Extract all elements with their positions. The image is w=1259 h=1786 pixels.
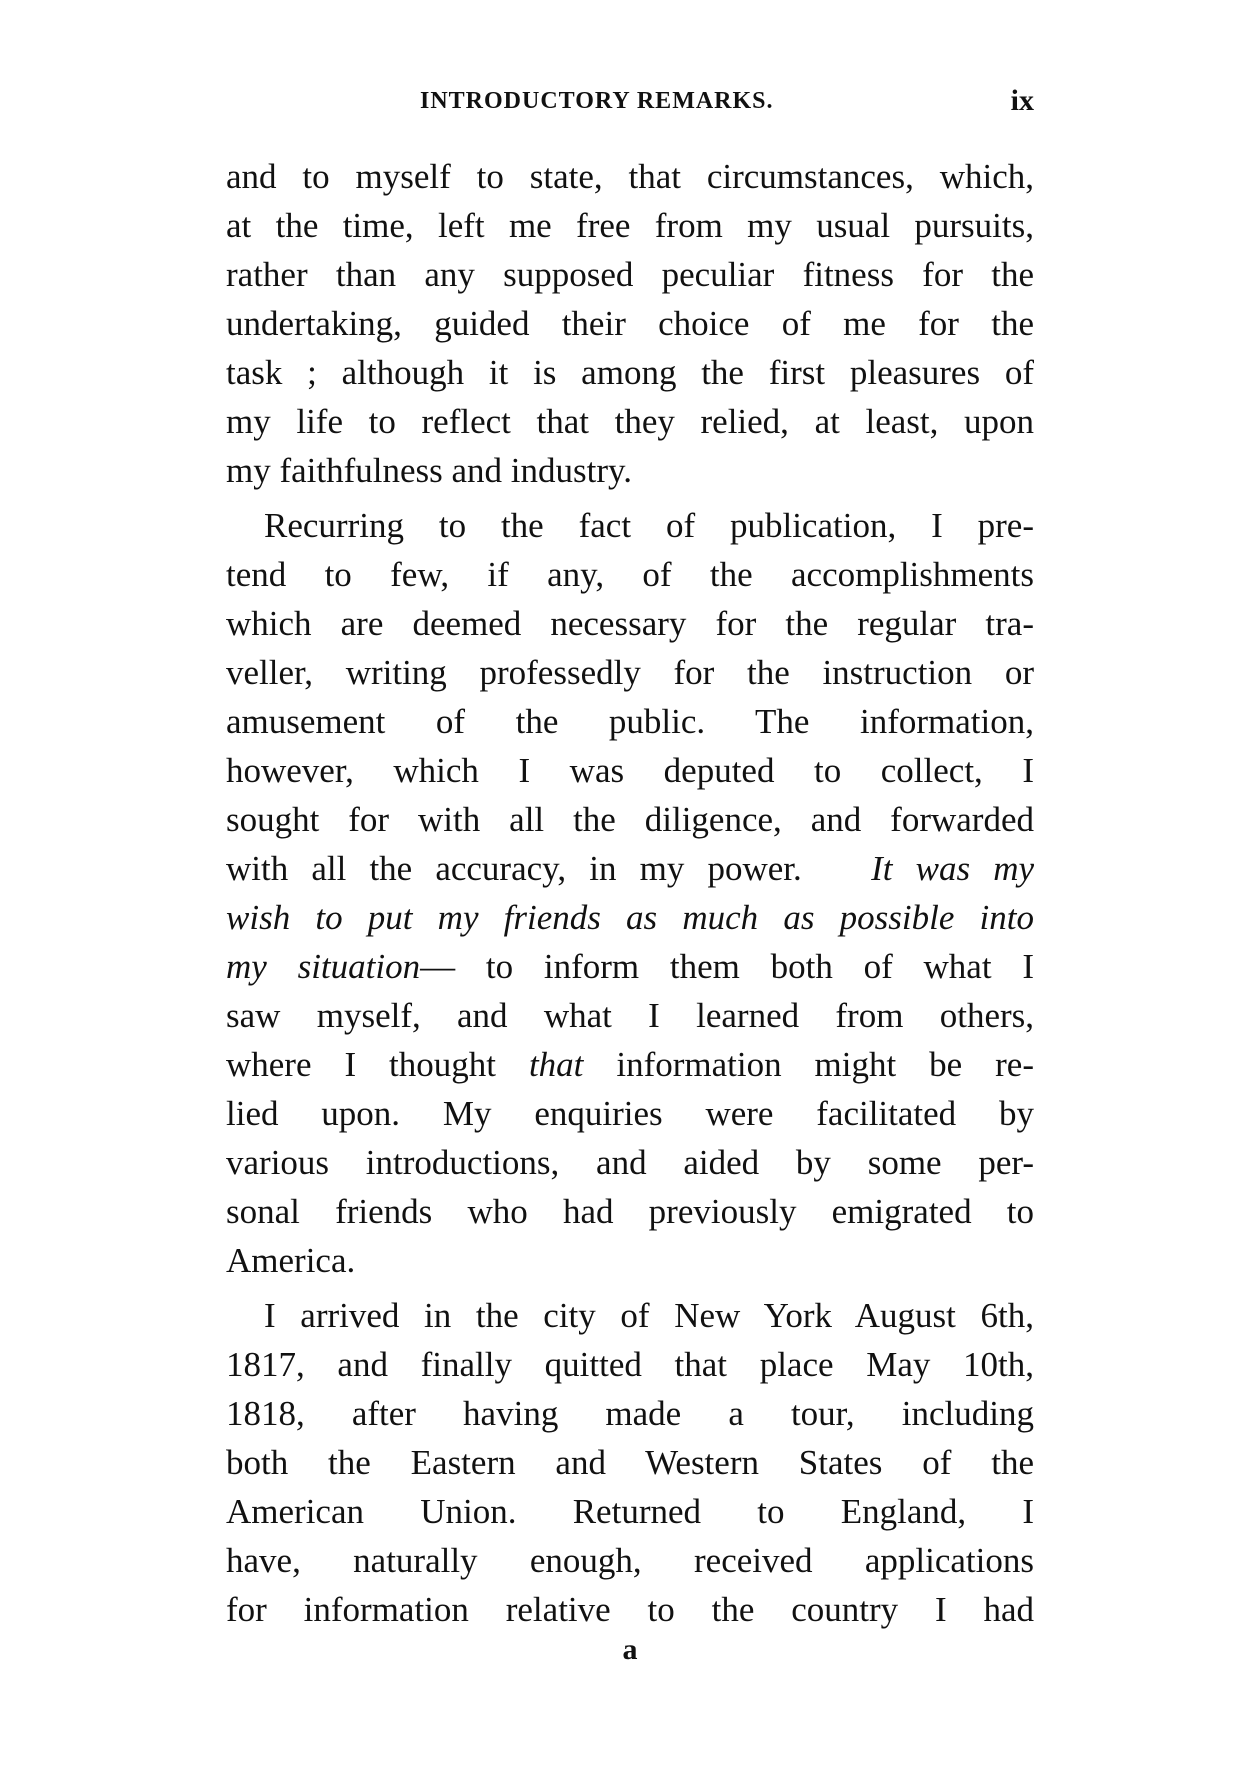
- text-line: at the time, left me free from my usual pursuits,: [226, 206, 1034, 245]
- text-line: task ; although it is among the first pleasures of: [226, 353, 1034, 392]
- text-segment: information might be re-: [583, 1045, 1034, 1084]
- text-line: various introductions, and aided by some per-: [226, 1143, 1034, 1182]
- text-line: undertaking, guided their choice of me for the: [226, 304, 1034, 343]
- text-line: my faithfulness and industry.: [226, 451, 633, 490]
- text-line: amusement of the public. The information,: [226, 702, 1034, 741]
- text-segment: where I thought: [226, 1045, 529, 1084]
- text-line: [226, 1040, 1034, 1089]
- text-line: American Union. Returned to England, I: [226, 1492, 1034, 1531]
- text-line: my life to reflect that they relied, at least, upon: [226, 402, 1034, 441]
- text-line: and to myself to state, that circumstances, which,: [226, 157, 1034, 196]
- text-line: sonal friends who had previously emigrated to: [226, 1192, 1034, 1231]
- text-line: which are deemed necessary for the regular tra-: [226, 604, 1034, 643]
- text-line: America.: [226, 1241, 356, 1280]
- paragraph-2: [226, 501, 1034, 1285]
- text-line: 1818, after having made a tour, including: [226, 1394, 1034, 1433]
- paragraph-3: [226, 1291, 1034, 1634]
- italic-text: wish to put my friends as much as possible into: [226, 898, 1034, 937]
- text-line: both the Eastern and Western States of the: [226, 1443, 1034, 1482]
- text-line: veller, writing professedly for the instruction or: [226, 653, 1034, 692]
- text-line: rather than any supposed peculiar fitness for the: [226, 255, 1034, 294]
- text-line: [226, 844, 1034, 893]
- text-line: tend to few, if any, of the accomplishments: [226, 555, 1034, 594]
- paragraph-1: [226, 152, 1034, 495]
- text-line: sought for with all the diligence, and forwarded: [226, 800, 1034, 839]
- running-title: INTRODUCTORY REMARKS.: [420, 88, 774, 114]
- text-line: 1817, and finally quitted that place May 10th,: [226, 1345, 1034, 1384]
- text-segment: — to inform them both of what I: [420, 947, 1034, 986]
- text-line: however, which I was deputed to collect, I: [226, 751, 1034, 790]
- italic-text: It was my: [871, 849, 1034, 888]
- text-line: for information relative to the country I had: [226, 1590, 1034, 1629]
- signature-mark: a: [622, 1633, 638, 1666]
- italic-text: my situation: [226, 947, 421, 986]
- body-text: [226, 152, 1034, 1634]
- text-line: [226, 942, 1034, 991]
- text-segment: with all the accuracy, in my power.: [226, 849, 802, 888]
- text-line: saw myself, and what I learned from others,: [226, 996, 1034, 1035]
- text-line: Recurring to the fact of publication, I pre-: [264, 506, 1034, 545]
- text-line: I arrived in the city of New York August 6th,: [264, 1296, 1034, 1335]
- page-number: ix: [1010, 84, 1034, 117]
- italic-text: that: [528, 1045, 584, 1084]
- text-line: lied upon. My enquiries were facilitated by: [226, 1094, 1034, 1133]
- text-line: have, naturally enough, received applications: [226, 1541, 1034, 1580]
- running-head: [226, 84, 1034, 124]
- text-line: [226, 893, 1034, 942]
